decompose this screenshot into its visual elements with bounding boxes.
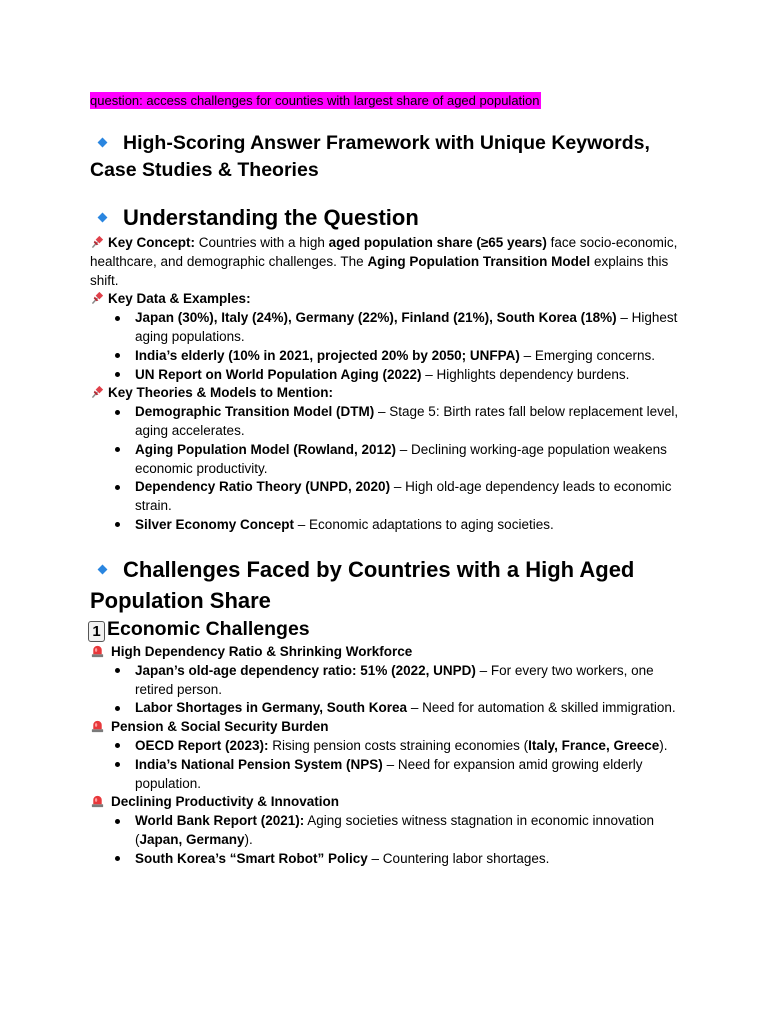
item-bold: UN Report on World Population Aging (2022) <box>135 366 422 382</box>
item-bold: Demographic Transition Model (DTM) <box>135 404 375 420</box>
key-data-label: Key Data & Examples: <box>108 291 251 307</box>
item-bold: Japan (30%), Italy (24%), Germany (22%), Finland (21%), South Korea (18%) <box>135 310 617 326</box>
key-theories-list <box>90 403 680 535</box>
list-item <box>135 347 680 366</box>
item-bold: India’s elderly (10% in 2021, projected 20% by 2050; UNFPA) <box>135 347 520 363</box>
understanding-section <box>90 234 680 535</box>
item-bold: Italy, France, Greece <box>528 737 660 753</box>
understanding-heading <box>90 204 419 232</box>
productivity-label: Declining Productivity & Innovation <box>111 794 340 810</box>
economic-challenges-title: Economic Challenges <box>107 618 310 640</box>
blue-diamond-icon <box>98 565 108 575</box>
key-concept-bold: Aging Population Transition Model <box>367 253 591 269</box>
keycap-number-icon: 1 <box>88 621 105 642</box>
item-text: Rising pension costs straining economies ( <box>268 737 529 753</box>
list-item <box>135 516 680 535</box>
item-bold: Aging Population Model (Rowland, 2012) <box>135 441 397 457</box>
list-item <box>135 699 680 718</box>
list-item <box>135 737 680 756</box>
challenges-heading-text: Challenges Faced by Countries with a High Aged Population Share <box>90 557 635 613</box>
siren-icon <box>90 643 105 658</box>
blue-diamond-icon <box>98 137 108 147</box>
item-bold: Silver Economy Concept <box>135 516 295 532</box>
key-concept-paragraph <box>90 234 680 290</box>
dependency-label: High Dependency Ratio & Shrinking Workforce <box>111 644 413 659</box>
item-text: – High old-age dependency leads to economic strain. <box>135 479 672 514</box>
challenges-heading <box>90 554 700 616</box>
item-bold: Dependency Ratio Theory (UNPD, 2020) <box>135 479 391 495</box>
item-text: – Highlights dependency burdens. <box>421 366 630 382</box>
item-text: ). <box>244 831 253 847</box>
framework-heading-text: High-Scoring Answer Framework with Unique Keywords, Case Studies & Theories <box>90 132 650 181</box>
item-bold: Labor Shortages in Germany, South Korea <box>135 700 408 716</box>
economic-section <box>90 643 680 869</box>
blue-diamond-icon <box>98 213 108 223</box>
dependency-heading <box>90 643 680 662</box>
list-item <box>135 756 680 794</box>
key-data-heading <box>90 290 680 309</box>
item-text: Aging societies witness stagnation in economic innovation ( <box>135 813 654 847</box>
list-item <box>135 441 680 479</box>
understanding-heading-text: Understanding the Question <box>123 205 419 230</box>
item-text: – Economic adaptations to aging societies. <box>294 516 554 532</box>
item-bold: Japan, Germany <box>139 831 245 847</box>
pension-label: Pension & Social Security Burden <box>111 719 329 735</box>
list-item <box>135 366 680 385</box>
economic-challenges-heading <box>88 617 310 642</box>
item-bold: World Bank Report (2021): <box>135 813 305 829</box>
item-text: – Need for automation & skilled immigration. <box>407 700 676 716</box>
list-item <box>135 850 680 869</box>
siren-icon <box>90 718 105 733</box>
item-text: – Declining working-age population weakens economic productivity. <box>135 441 667 476</box>
key-concept-label: Key Concept: <box>108 235 196 250</box>
key-concept-text: explains this shift. <box>90 253 669 288</box>
item-bold: OECD Report (2023): <box>135 737 269 753</box>
item-text: – Need for expansion amid growing elderly population. <box>135 756 643 791</box>
pushpin-icon <box>90 234 105 249</box>
key-theories-heading <box>90 384 680 403</box>
key-concept-text: Countries with a high <box>195 235 329 250</box>
question-text: question: access challenges for counties with largest share of aged population <box>90 93 540 108</box>
item-bold: South Korea’s “Smart Robot” Policy <box>135 850 368 866</box>
pension-list <box>90 737 680 793</box>
pushpin-icon <box>90 384 105 399</box>
item-text: – Emerging concerns. <box>519 347 655 363</box>
item-bold: Japan’s old-age dependency ratio: 51% (2022, UNPD) <box>135 662 476 678</box>
list-item <box>135 403 680 441</box>
productivity-list <box>90 812 680 868</box>
pushpin-icon <box>90 290 105 305</box>
list-item <box>135 812 680 850</box>
item-text: – For every two workers, one retired person. <box>135 662 654 697</box>
list-item <box>135 662 680 700</box>
siren-icon <box>90 793 105 808</box>
pension-heading <box>90 718 680 737</box>
key-theories-label: Key Theories & Models to Mention: <box>108 385 334 401</box>
list-item <box>135 478 680 516</box>
productivity-heading <box>90 793 680 812</box>
key-data-list <box>90 309 680 384</box>
key-concept-text: face socio-economic, healthcare, and demographic challenges. The <box>90 235 678 269</box>
list-item <box>135 309 680 347</box>
item-bold: India’s National Pension System (NPS) <box>135 756 383 772</box>
item-text: ). <box>659 737 668 753</box>
item-text: – Highest aging populations. <box>135 310 678 344</box>
framework-heading <box>90 130 690 184</box>
key-concept-bold: aged population share (≥65 years) <box>328 235 547 250</box>
item-text: – Countering labor shortages. <box>367 850 550 866</box>
dependency-list <box>90 662 680 718</box>
item-text: – Stage 5: Birth rates fall below replacement level, aging accelerates. <box>135 404 679 438</box>
